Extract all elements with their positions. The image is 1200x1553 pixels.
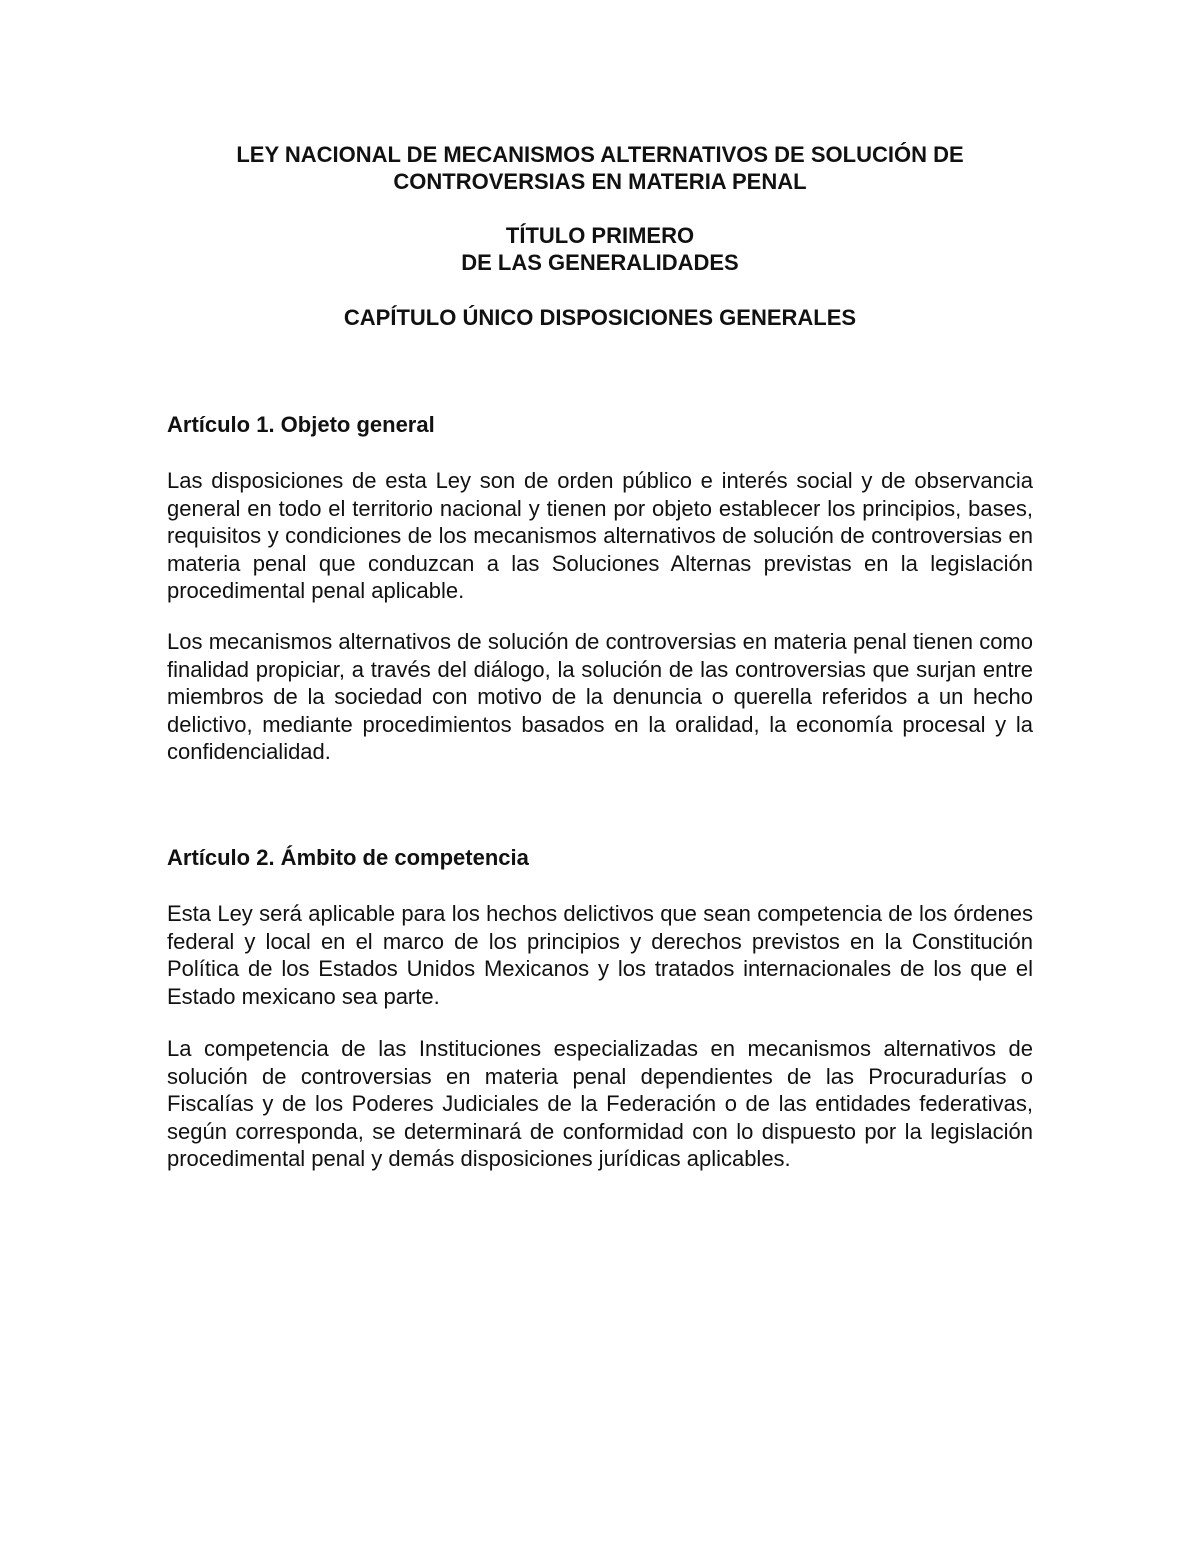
- article-2-paragraph-1: [167, 900, 1033, 1010]
- paragraph-text: Esta Ley será aplicable para los hechos delictivos que sean competencia de los órdenes federal y local en el marco de los principios y derechos previstos en la Constitución Política de los Estados Unidos Mexicanos y los tratados internacionales de los que el Estado mexicano sea parte.: [167, 901, 1033, 1009]
- article-1-paragraph-1: [167, 467, 1033, 605]
- article-1-heading: [167, 411, 1033, 438]
- law-title-line-1: LEY NACIONAL DE MECANISMOS ALTERNATIVOS DE SOLUCIÓN DE: [236, 142, 964, 167]
- law-title-line-2: CONTROVERSIAS EN MATERIA PENAL: [393, 169, 807, 194]
- title-section-heading: [100, 222, 1100, 276]
- chapter-heading-text: CAPÍTULO ÚNICO DISPOSICIONES GENERALES: [343, 305, 857, 330]
- chapter-heading: [100, 304, 1100, 331]
- paragraph-text: Los mecanismos alternativos de solución de controversias en materia penal tienen como finalidad propiciar, a través del diálogo, la solución de las controversias que surjan entre miembros de la sociedad con motivo de la denuncia o querella referidos a un hecho delictivo, mediante procedimientos basados en la oralidad, la economía procesal y la confidencialidad.: [167, 629, 1033, 764]
- article-2-paragraph-2: [167, 1035, 1033, 1173]
- paragraph-text: Las disposiciones de esta Ley son de orden público e interés social y de observancia general en todo el territorio nacional y tienen por objeto establecer los principios, bases, requisitos y condiciones de los mecanismos alternativos de solución de controversias en materia penal que conduzcan a las Soluciones Alternas previstas en la legislación procedimental penal aplicable.: [167, 468, 1033, 603]
- title-section-line-2: DE LAS GENERALIDADES: [461, 250, 739, 275]
- article-1-paragraph-2: [167, 628, 1033, 766]
- article-heading: Artículo 1. Objeto general: [167, 412, 435, 437]
- title-section-line-1: TÍTULO PRIMERO: [505, 223, 695, 248]
- article-2-heading: [167, 844, 1033, 871]
- paragraph-text: La competencia de las Instituciones especializadas en mecanismos alternativos de solución de controversias en materia penal dependientes de las Procuradurías o Fiscalías y de los Poderes Judiciales de la Federación o de las entidades federativas, según corresponda, se determinará de conformidad con lo dispuesto por la legislación procedimental penal y demás disposiciones jurídicas aplicables.: [167, 1036, 1033, 1171]
- article-heading: Artículo 2. Ámbito de competencia: [167, 845, 529, 870]
- law-title: [100, 141, 1100, 195]
